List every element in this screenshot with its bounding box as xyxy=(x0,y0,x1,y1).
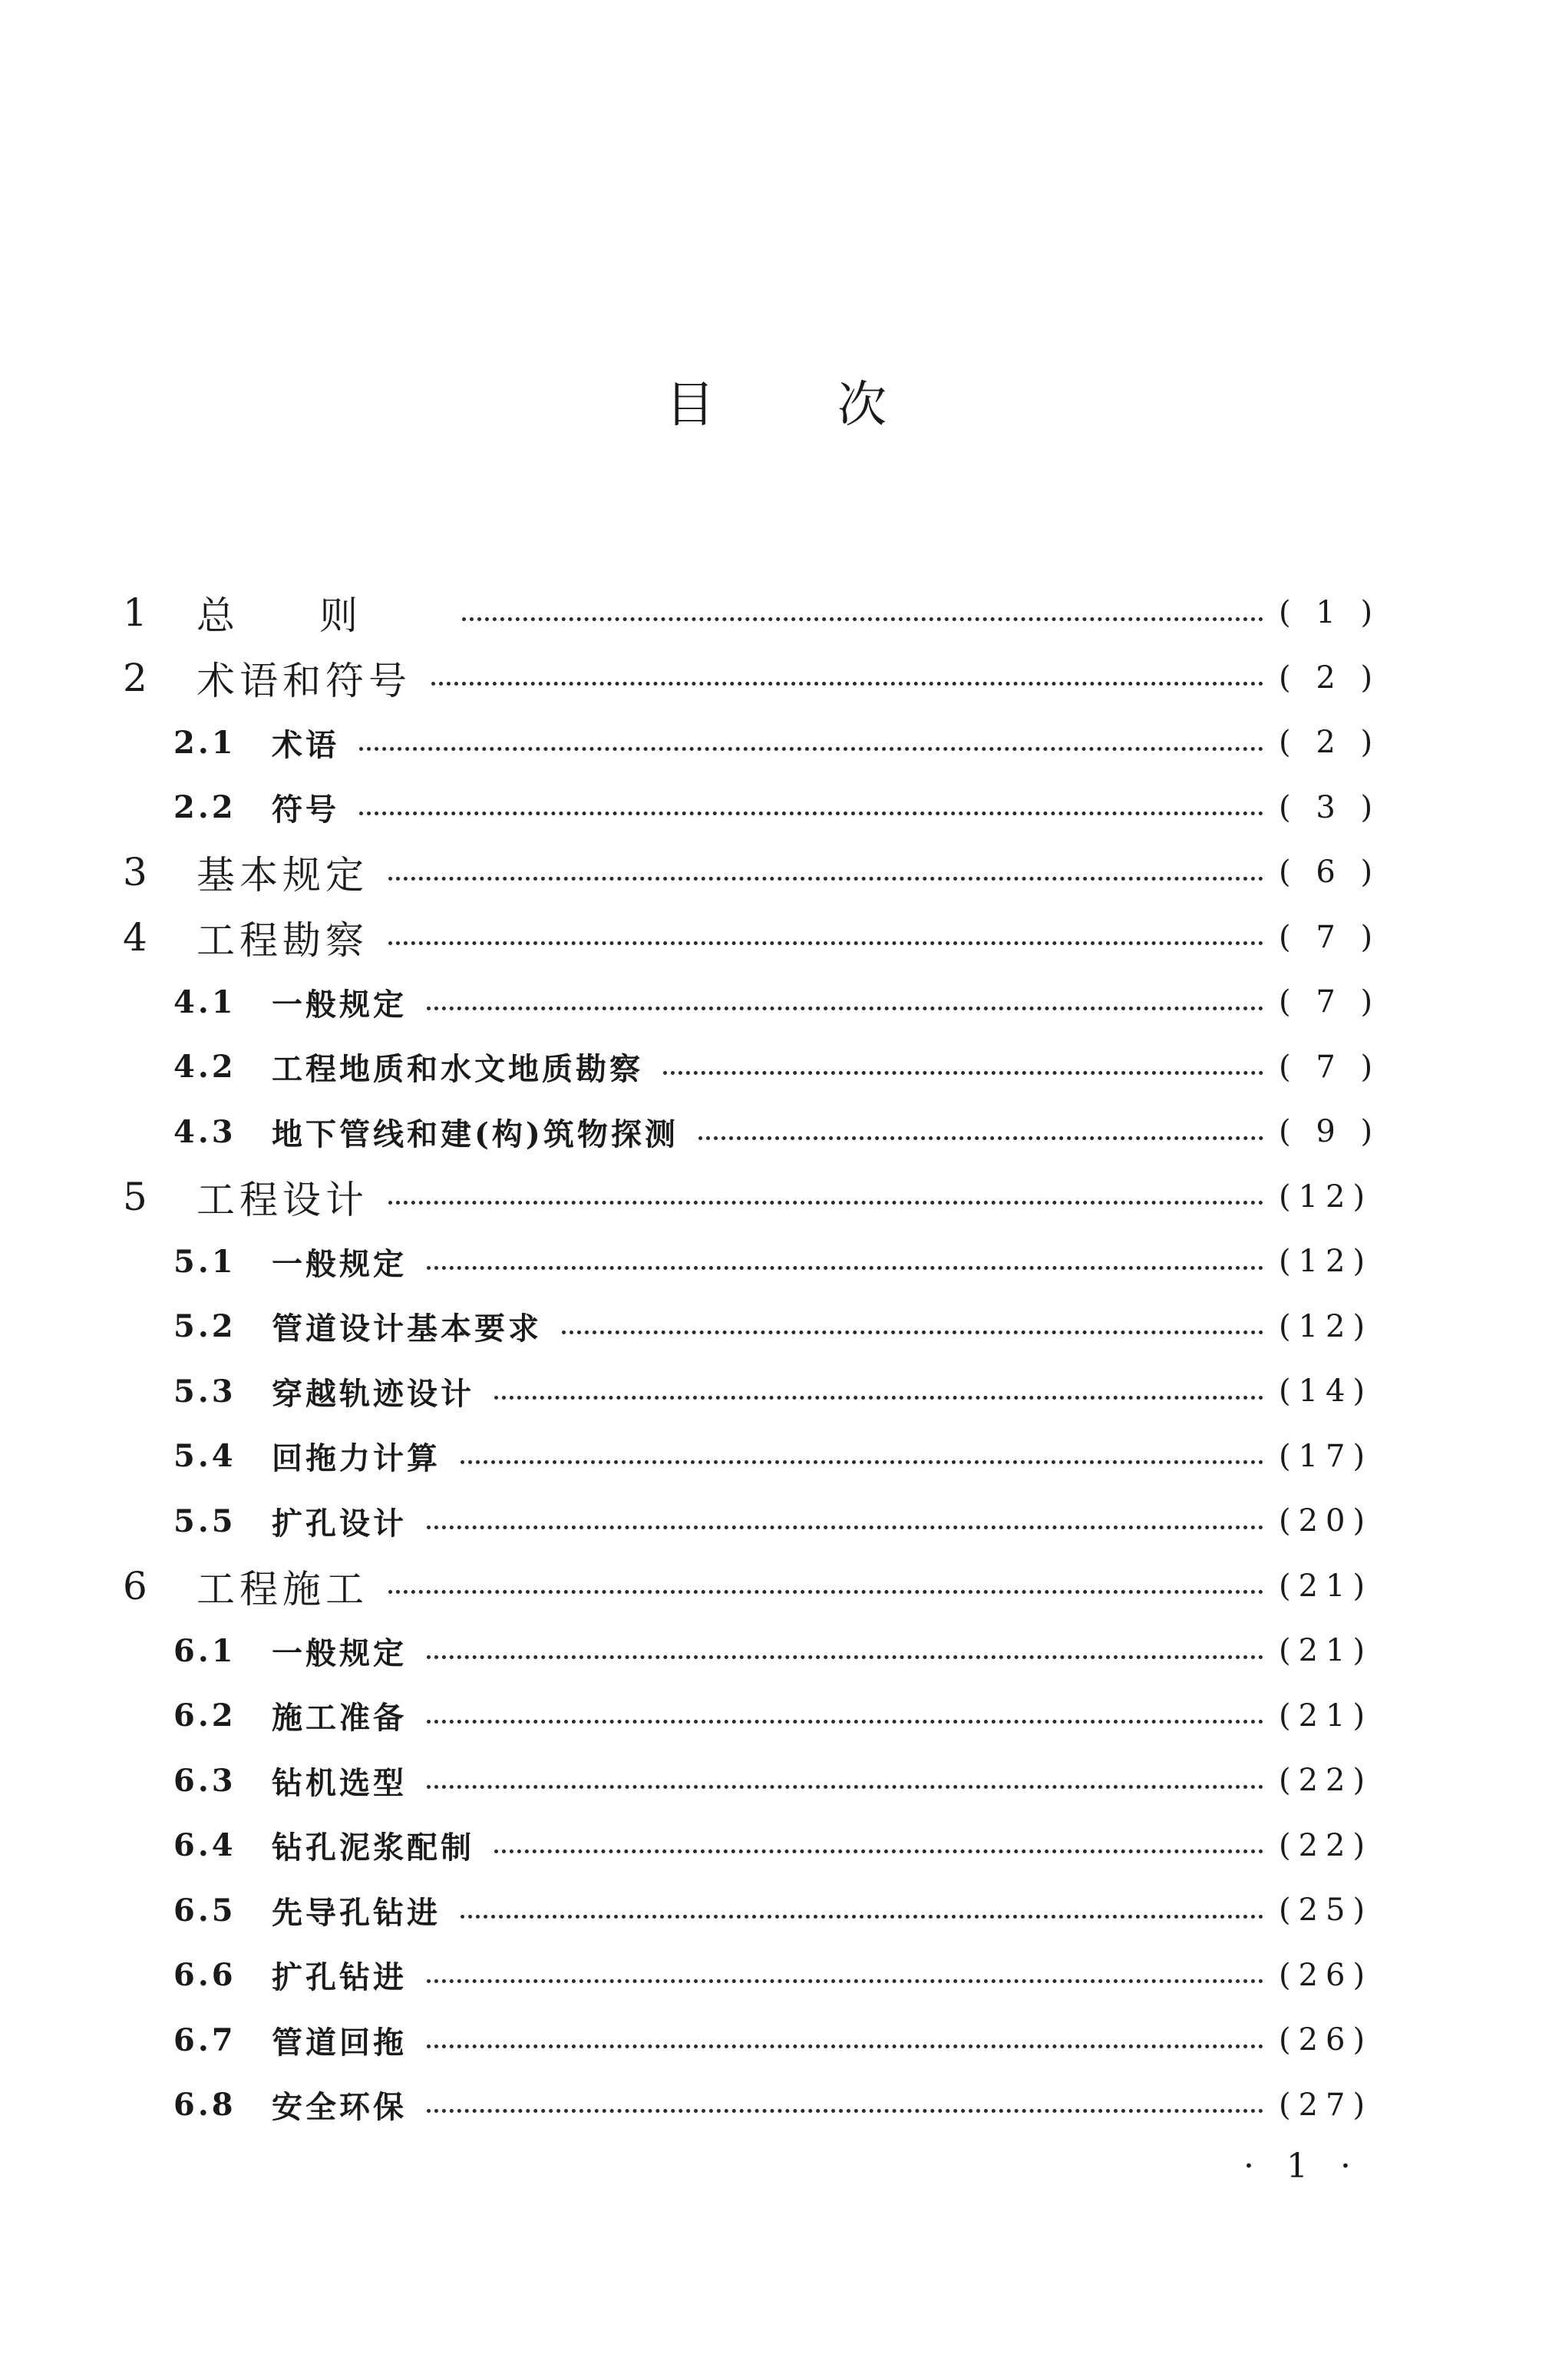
entry-label: 穿越轨迹设计 xyxy=(272,1375,474,1412)
dot-leader xyxy=(461,1915,1263,1919)
entry-page: (25) xyxy=(1279,1892,1373,1929)
entry-label: 符号 xyxy=(272,792,339,828)
entry-page: (22) xyxy=(1279,1827,1373,1863)
entry-number: 5 xyxy=(123,1174,147,1219)
entry-page: (21) xyxy=(1279,1568,1373,1604)
entry-number: 5.5 xyxy=(173,1502,236,1539)
toc-section-5-5[interactable] xyxy=(0,1489,1552,1554)
entry-page: (12) xyxy=(1279,1308,1373,1344)
toc-section-6-1[interactable] xyxy=(0,1618,1552,1684)
toc-chapter-4[interactable] xyxy=(0,905,1552,970)
entry-label: 工程勘察 xyxy=(196,917,368,963)
toc-chapter-3[interactable] xyxy=(0,840,1552,905)
entry-page: (26) xyxy=(1279,1957,1373,1993)
dot-leader xyxy=(427,1720,1263,1724)
dot-leader xyxy=(663,1071,1263,1075)
entry-page: ( 2 ) xyxy=(1279,659,1381,696)
dot-leader xyxy=(359,747,1263,751)
entry-label: 工程施工 xyxy=(196,1566,368,1611)
entry-page: ( 9 ) xyxy=(1279,1114,1381,1150)
entry-label: 安全环保 xyxy=(272,2089,407,2126)
toc-section-6-3[interactable] xyxy=(0,1748,1552,1813)
page-number: · 1 · xyxy=(1243,2147,1362,2186)
toc-section-5-3[interactable] xyxy=(0,1359,1552,1424)
entry-page: (27) xyxy=(1279,2087,1373,2123)
entry-page: (26) xyxy=(1279,2022,1373,2058)
page-title: 目次 xyxy=(665,377,1009,434)
entry-number: 6.3 xyxy=(173,1762,236,1799)
dot-leader xyxy=(427,1979,1263,1983)
entry-number: 6.8 xyxy=(173,2087,236,2124)
entry-label: 扩孔钻进 xyxy=(272,1959,407,1996)
dot-leader xyxy=(461,1460,1263,1464)
entry-page: (17) xyxy=(1279,1438,1373,1474)
entry-number: 3 xyxy=(123,850,147,895)
toc-section-5-1[interactable] xyxy=(0,1229,1552,1294)
dot-leader xyxy=(427,1655,1263,1659)
entry-number: 4.3 xyxy=(173,1113,236,1150)
entry-label: 总则 xyxy=(196,593,442,639)
entry-number: 1 xyxy=(123,590,147,636)
entry-page: (22) xyxy=(1279,1763,1373,1799)
toc-chapter-1[interactable] xyxy=(0,580,1552,646)
entry-number: 6.6 xyxy=(173,1957,236,1994)
entry-page: (21) xyxy=(1279,1697,1373,1734)
entry-label: 施工准备 xyxy=(272,1700,407,1737)
dot-leader xyxy=(427,1266,1263,1270)
entry-number: 4.2 xyxy=(173,1049,236,1086)
dot-leader xyxy=(494,1396,1263,1400)
entry-page: (21) xyxy=(1279,1633,1373,1669)
toc-section-4-3[interactable] xyxy=(0,1099,1552,1165)
dot-leader xyxy=(462,617,1263,621)
toc-section-5-4[interactable] xyxy=(0,1424,1552,1489)
toc-section-2-2[interactable] xyxy=(0,775,1552,841)
entry-number: 4.1 xyxy=(173,983,236,1020)
dot-leader xyxy=(388,1201,1263,1205)
entry-label: 扩孔设计 xyxy=(272,1505,407,1542)
toc-section-2-1[interactable] xyxy=(0,710,1552,775)
toc-section-4-1[interactable] xyxy=(0,970,1552,1035)
entry-number: 6 xyxy=(123,1563,147,1608)
toc-chapter-5[interactable] xyxy=(0,1165,1552,1230)
dot-leader xyxy=(494,1849,1263,1853)
entry-number: 2.1 xyxy=(173,724,236,761)
toc-section-6-6[interactable] xyxy=(0,1943,1552,2008)
toc-chapter-6[interactable] xyxy=(0,1554,1552,1619)
entry-label: 钻孔泥浆配制 xyxy=(272,1830,474,1866)
dot-leader xyxy=(359,812,1263,815)
entry-label: 地下管线和建(构)筑物探测 xyxy=(272,1116,679,1152)
entry-label: 工程地质和水文地质勘察 xyxy=(272,1051,643,1088)
entry-number: 6.2 xyxy=(173,1697,236,1734)
entry-number: 2.2 xyxy=(173,789,236,826)
entry-page: ( 3 ) xyxy=(1279,789,1381,825)
entry-page: ( 7 ) xyxy=(1279,919,1381,955)
entry-page: ( 2 ) xyxy=(1279,725,1381,761)
entry-number: 5.2 xyxy=(173,1308,236,1345)
entry-label: 管道回拖 xyxy=(272,2024,407,2061)
toc-section-6-2[interactable] xyxy=(0,1684,1552,1749)
entry-page: (14) xyxy=(1279,1373,1373,1410)
dot-leader xyxy=(427,1007,1263,1010)
dot-leader xyxy=(388,1590,1263,1594)
dot-leader xyxy=(431,682,1263,686)
toc-chapter-2[interactable] xyxy=(0,646,1552,711)
toc-section-6-5[interactable] xyxy=(0,1878,1552,1943)
toc-section-4-2[interactable] xyxy=(0,1035,1552,1100)
dot-leader xyxy=(388,877,1263,881)
dot-leader xyxy=(427,2109,1263,2113)
entry-label: 一般规定 xyxy=(272,1635,407,1671)
entry-page: ( 7 ) xyxy=(1279,1049,1381,1085)
entry-number: 6.4 xyxy=(173,1827,236,1864)
entry-page: ( 7 ) xyxy=(1279,984,1381,1020)
entry-number: 5.1 xyxy=(173,1243,236,1280)
entry-page: (12) xyxy=(1279,1178,1373,1215)
entry-number: 5.4 xyxy=(173,1438,236,1475)
entry-label: 管道设计基本要求 xyxy=(272,1311,542,1347)
dot-leader xyxy=(427,1526,1263,1529)
entry-label: 先导孔钻进 xyxy=(272,1894,441,1931)
table-of-contents xyxy=(0,580,1552,2137)
entry-number: 4 xyxy=(123,914,147,960)
entry-label: 基本规定 xyxy=(196,853,368,898)
entry-label: 工程设计 xyxy=(196,1177,368,1222)
entry-label: 回拖力计算 xyxy=(272,1440,441,1477)
entry-page: ( 6 ) xyxy=(1279,854,1381,891)
entry-number: 6.5 xyxy=(173,1892,236,1929)
dot-leader xyxy=(698,1136,1263,1140)
entry-label: 术语和符号 xyxy=(196,658,411,703)
dot-leader xyxy=(562,1330,1263,1334)
entry-number: 6.1 xyxy=(173,1632,236,1669)
toc-section-5-2[interactable] xyxy=(0,1294,1552,1360)
entry-label: 术语 xyxy=(272,726,339,763)
entry-number: 6.7 xyxy=(173,2021,236,2058)
dot-leader xyxy=(427,2044,1263,2048)
toc-section-6-4[interactable] xyxy=(0,1813,1552,1879)
entry-number: 2 xyxy=(123,655,147,700)
entry-number: 5.3 xyxy=(173,1373,236,1410)
toc-section-6-7[interactable] xyxy=(0,2008,1552,2073)
entry-label: 一般规定 xyxy=(272,1245,407,1282)
entry-page: (20) xyxy=(1279,1503,1373,1539)
entry-page: (12) xyxy=(1279,1244,1373,1280)
entry-label: 钻机选型 xyxy=(272,1764,407,1801)
toc-section-6-8[interactable] xyxy=(0,2073,1552,2138)
dot-leader xyxy=(427,1785,1263,1789)
dot-leader xyxy=(388,941,1263,945)
entry-label: 一般规定 xyxy=(272,986,407,1023)
entry-page: ( 1 ) xyxy=(1279,595,1381,631)
